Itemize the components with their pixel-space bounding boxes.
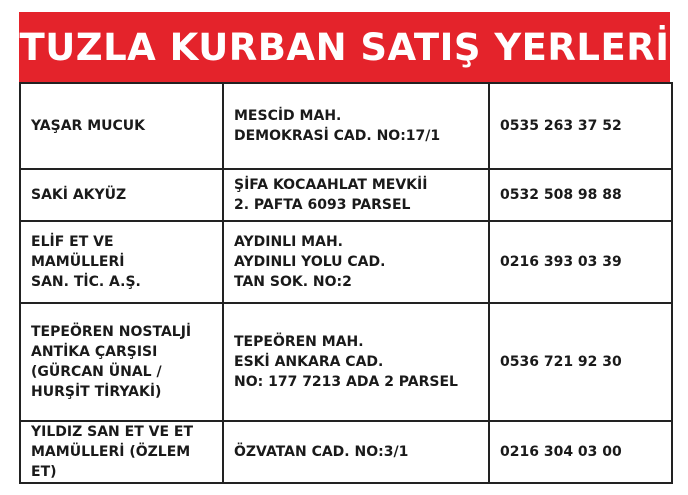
page-title: TUZLA KURBAN SATIŞ YERLERİ <box>19 25 670 69</box>
table-row <box>20 303 672 421</box>
table-row <box>20 221 672 303</box>
sales-locations-table <box>19 82 673 484</box>
seller-name: YILDIZ SAN ET VE ET MAMÜLLERİ (ÖZLEM ET) <box>20 421 223 483</box>
seller-phone: 0216 393 03 39 <box>489 221 672 303</box>
seller-phone: 0536 721 92 30 <box>489 303 672 421</box>
seller-address: TEPEÖREN MAH. ESKİ ANKARA CAD. NO: 177 7213 ADA 2 PARSEL <box>223 303 489 421</box>
seller-phone: 0216 304 03 00 <box>489 421 672 483</box>
seller-phone: 0532 508 98 88 <box>489 169 672 221</box>
seller-address: AYDINLI MAH. AYDINLI YOLU CAD. TAN SOK. NO:2 <box>223 221 489 303</box>
seller-name: SAKİ AKYÜZ <box>20 169 223 221</box>
table-row <box>20 83 672 169</box>
table-row <box>20 421 672 483</box>
seller-address: ÖZVATAN CAD. NO:3/1 <box>223 421 489 483</box>
seller-address: MESCİD MAH. DEMOKRASİ CAD. NO:17/1 <box>223 83 489 169</box>
seller-phone: 0535 263 37 52 <box>489 83 672 169</box>
seller-name: TEPEÖREN NOSTALJİ ANTİKA ÇARŞISI (GÜRCAN ÜNAL / HURŞİT TİRYAKİ) <box>20 303 223 421</box>
seller-address: ŞİFA KOCAAHLAT MEVKİİ 2. PAFTA 6093 PARSEL <box>223 169 489 221</box>
seller-name: ELİF ET VE MAMÜLLERİ SAN. TİC. A.Ş. <box>20 221 223 303</box>
page-title-banner <box>19 12 670 82</box>
table-row <box>20 169 672 221</box>
seller-name: YAŞAR MUCUK <box>20 83 223 169</box>
